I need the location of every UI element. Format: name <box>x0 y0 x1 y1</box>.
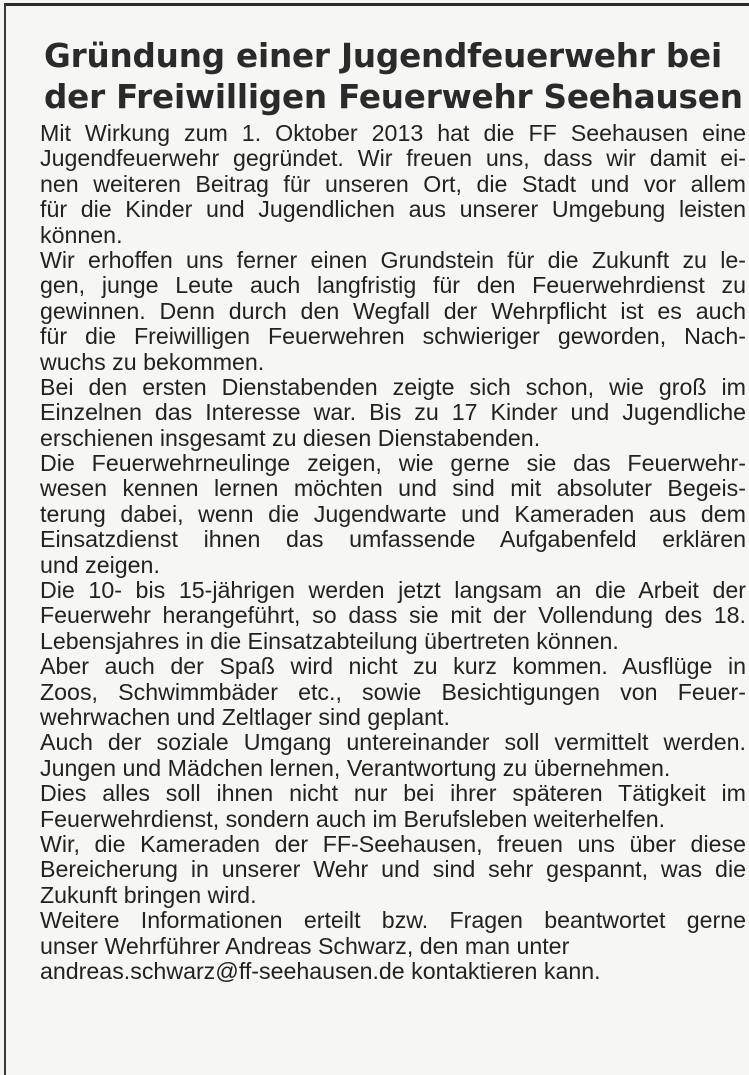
body-line: Zoos, Schwimmbäder etc., sowie Besichtigungen von Feuer- <box>40 678 746 705</box>
body-line: Zukunft bringen wird. <box>40 881 257 908</box>
body-line: erschienen insgesamt zu diesen Dienstabenden. <box>40 424 541 451</box>
headline-line-2: der Freiwilligen Feuerwehr Seehausen <box>44 78 743 116</box>
top-rule-divider <box>4 3 749 6</box>
article-body <box>40 121 746 984</box>
article-headline <box>44 36 743 118</box>
body-line: Lebensjahres in die Einsatzabteilung übertreten können. <box>40 627 619 654</box>
body-line: Einzelnen das Interesse war. Bis zu 17 Kinder und Jugendliche <box>40 399 746 426</box>
body-line: Jungen und Mädchen lernen, Verantwortung zu übernehmen. <box>40 754 671 781</box>
body-line: Wir, die Kameraden der FF-Seehausen, freuen uns über diese <box>40 830 746 857</box>
body-line: gen, junge Leute auch langfristig für den Feuerwehrdienst zu <box>40 272 746 299</box>
body-line: terung dabei, wenn die Jugendwarte und Kameraden aus dem <box>40 500 746 527</box>
body-line: wehrwachen und Zeltlager sind geplant. <box>40 703 450 730</box>
body-line: Einsatzdienst ihnen das umfassende Aufgabenfeld erklären <box>40 526 746 553</box>
body-line: unser Wehrführer Andreas Schwarz, den man unter <box>40 932 570 959</box>
body-line: und zeigen. <box>40 551 160 578</box>
body-line: für die Freiwilligen Feuerwehren schwieriger geworden, Nach- <box>40 323 746 350</box>
body-line: Bei den ersten Dienstabenden zeigte sich schon, wie groß im <box>40 373 746 400</box>
body-line: Feuerwehr herangeführt, so dass sie mit der Vollendung des 18. <box>40 602 746 629</box>
body-line: Wir erhoffen uns ferner einen Grundstein für die Zukunft zu le- <box>40 246 746 273</box>
headline-line-1: Gründung einer Jugendfeuerwehr bei <box>44 37 722 75</box>
body-line: Die 10- bis 15-jährigen werden jetzt langsam an die Arbeit der <box>40 577 746 604</box>
body-line: gewinnen. Denn durch den Wegfall der Wehrpflicht ist es auch <box>40 297 746 324</box>
body-line: Mit Wirkung zum 1. Oktober 2013 hat die FF Seehausen eine <box>40 120 746 146</box>
body-line: andreas.schwarz@ff-seehausen.de kontaktieren kann. <box>40 957 601 984</box>
body-line: Weitere Informationen erteilt bzw. Fragen beantwortet gerne <box>40 907 746 934</box>
body-line: Feuerwehrdienst, sondern auch im Berufsleben weiterhelfen. <box>40 805 666 832</box>
body-line: Auch der soziale Umgang untereinander soll vermittelt werden. <box>40 729 746 756</box>
left-rule-divider <box>4 3 6 1075</box>
body-line: Aber auch der Spaß wird nicht zu kurz kommen. Ausflüge in <box>40 653 746 680</box>
body-line: nen weiteren Beitrag für unseren Ort, die Stadt und vor allem <box>40 170 746 197</box>
body-line: wuchs zu bekommen. <box>40 348 265 375</box>
body-line: Jugendfeuerwehr gegründet. Wir freuen uns, dass wir damit ei- <box>40 145 746 172</box>
body-line: können. <box>40 221 123 248</box>
body-line: Bereicherung in unserer Wehr und sind sehr gespannt, was die <box>40 856 746 883</box>
body-line: Dies alles soll ihnen nicht nur bei ihrer späteren Tätigkeit im <box>40 780 746 807</box>
body-line: wesen kennen lernen möchten und sind mit absoluter Begeis- <box>40 475 746 502</box>
body-line: für die Kinder und Jugendlichen aus unserer Umgebung leisten <box>40 196 746 223</box>
body-line: Die Feuerwehrneulinge zeigen, wie gerne sie das Feuerwehr- <box>40 450 746 477</box>
